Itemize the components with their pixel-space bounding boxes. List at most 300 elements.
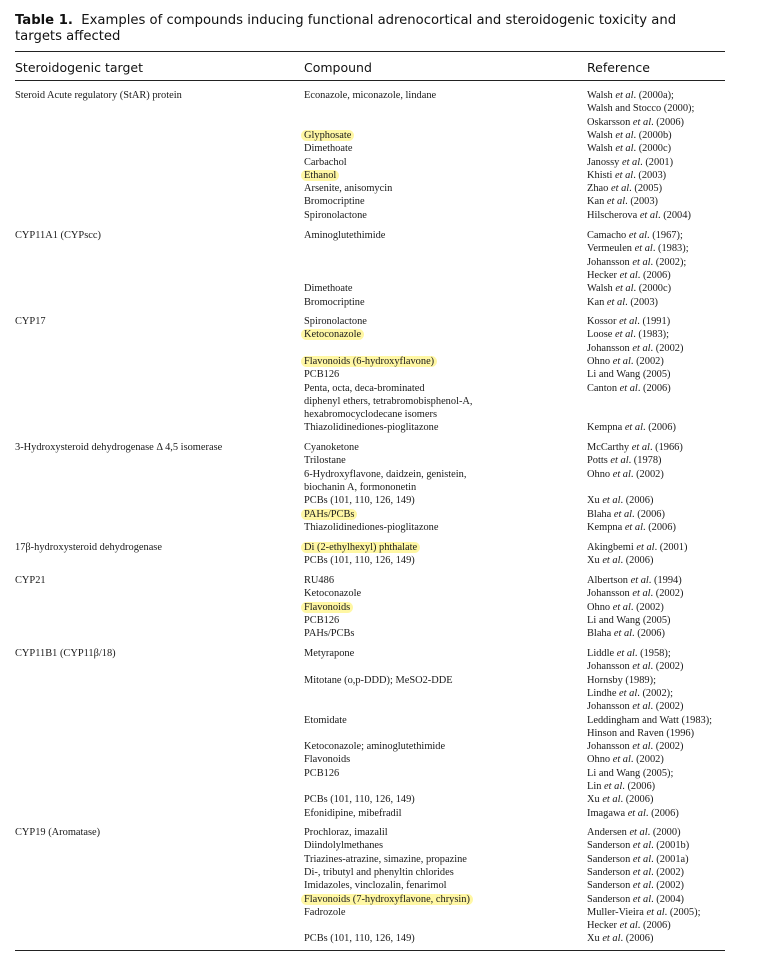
reference-author: Xu bbox=[587, 555, 600, 567]
reference-cell bbox=[587, 674, 656, 687]
reference-year: (2006) bbox=[625, 933, 654, 945]
reference-cell: Walsh et al. (2000a); bbox=[587, 90, 674, 101]
reference-author: Kan bbox=[587, 196, 605, 208]
reference-et-al: et al bbox=[615, 329, 634, 341]
reference-cell: Walsh et al. (2000c) bbox=[587, 283, 672, 295]
reference-author: Canton bbox=[587, 382, 618, 394]
reference-year: (1978) bbox=[633, 455, 662, 467]
reference-author: Hornsby (1989); bbox=[587, 674, 656, 686]
compound-text: Spironolactone bbox=[304, 316, 367, 327]
reference-cell: Ohno et al. (2002) bbox=[587, 601, 664, 613]
reference-et-al: et al bbox=[606, 196, 626, 208]
reference-year: (2001) bbox=[659, 542, 688, 553]
reference-author: Walsh and Stocco (2000); bbox=[587, 103, 695, 115]
reference-author: Akingbemi bbox=[587, 542, 634, 553]
reference-et-al: et al bbox=[604, 781, 623, 792]
reference-author: Xu bbox=[587, 933, 600, 945]
header-compound: Compound bbox=[304, 60, 372, 75]
compound-cell bbox=[304, 494, 415, 507]
reference-cell: Sanderson et al. (2001b) bbox=[587, 840, 690, 852]
reference-author: Imagawa bbox=[587, 807, 626, 819]
compound-cell bbox=[304, 647, 354, 660]
header-rule bbox=[15, 80, 725, 81]
highlighted-compound-text: PAHs/PCBs bbox=[301, 509, 357, 520]
reference-cell: Lin et al. (2006) bbox=[587, 781, 656, 792]
reference-author: Janossy bbox=[587, 156, 620, 168]
reference-cell: Janossy et al. (2001) bbox=[587, 156, 674, 168]
reference-cell: Liddle et al. (1958); bbox=[587, 648, 671, 659]
reference-et-al: et al bbox=[628, 230, 648, 241]
compound-text: PCBs (101, 110, 126, 149) bbox=[304, 794, 415, 806]
reference-author: Ohno bbox=[587, 754, 611, 766]
reference-et-al: et al bbox=[615, 143, 634, 155]
reference-author: Kan bbox=[587, 296, 605, 308]
reference-cell bbox=[587, 614, 671, 627]
reference-author: Johansson bbox=[587, 701, 630, 713]
table-caption-label: Table 1. bbox=[15, 13, 73, 28]
reference-et-al: et al bbox=[632, 840, 652, 852]
reference-et-al: et al bbox=[619, 382, 638, 394]
compound-cell bbox=[304, 614, 339, 627]
compound-cell bbox=[304, 601, 353, 614]
reference-cell bbox=[587, 727, 694, 740]
compound-text: Aminoglutethimide bbox=[304, 230, 386, 241]
reference-cell: Xu et al. (2006) bbox=[587, 794, 654, 806]
target-cell: CYP19 (Aromatase) bbox=[15, 827, 101, 838]
reference-cell bbox=[587, 714, 712, 727]
compound-cell bbox=[304, 468, 466, 481]
compound-text: Spironolactone bbox=[304, 209, 367, 221]
compound-cell bbox=[304, 839, 383, 852]
reference-year: (2006) bbox=[637, 628, 665, 640]
reference-et-al: et al bbox=[636, 542, 655, 553]
reference-et-al: et al bbox=[634, 243, 653, 255]
reference-year: (2006) bbox=[643, 920, 671, 932]
reference-et-al: et al bbox=[632, 741, 651, 753]
reference-author: Loose bbox=[587, 329, 613, 341]
reference-et-al: et al bbox=[630, 575, 649, 586]
reference-cell: Walsh et al. (2000c) bbox=[587, 143, 672, 155]
reference-author: Hecker bbox=[587, 269, 617, 281]
compound-text: Diindolylmethanes bbox=[304, 840, 384, 852]
reference-et-al: et al bbox=[619, 269, 638, 281]
compound-cell bbox=[304, 753, 350, 766]
reference-year: (2002) bbox=[656, 866, 684, 878]
compound-cell bbox=[304, 807, 402, 820]
reference-author: Sanderson bbox=[587, 840, 631, 852]
target-cell: CYP21 bbox=[15, 575, 46, 586]
reference-author: Li and Wang (2005) bbox=[587, 369, 671, 381]
reference-et-al: et al bbox=[619, 920, 638, 932]
compound-cell bbox=[304, 296, 365, 309]
reference-year: (2002) bbox=[636, 355, 664, 367]
reference-cell: Canton et al. (2006) bbox=[587, 382, 671, 394]
highlighted-compound-text: Ethanol bbox=[301, 170, 339, 181]
reference-year: (2006) bbox=[648, 422, 676, 434]
reference-year: (2006) bbox=[656, 116, 684, 128]
compound-cell bbox=[304, 408, 437, 421]
reference-year: (2006) bbox=[643, 269, 671, 281]
reference-et-al: et al bbox=[632, 342, 651, 354]
reference-author: Sanderson bbox=[587, 893, 631, 905]
compound-text: PCB126 bbox=[304, 767, 340, 779]
compound-cell bbox=[304, 541, 420, 554]
reference-cell: Ohno et al. (2002) bbox=[587, 468, 664, 480]
reference-cell: Khisti et al. (2003) bbox=[587, 169, 667, 181]
compound-text: PCBs (101, 110, 126, 149) bbox=[304, 555, 415, 567]
reference-author: Andersen bbox=[587, 827, 627, 838]
reference-year: (2002) bbox=[655, 661, 684, 673]
reference-cell: Xu et al. (2006) bbox=[587, 495, 654, 507]
reference-author: Walsh bbox=[587, 90, 613, 101]
reference-et-al: et al bbox=[629, 827, 648, 838]
compound-text: Dimethoate bbox=[304, 283, 353, 295]
reference-et-al: et al bbox=[624, 422, 643, 434]
reference-author: Hinson and Raven (1996) bbox=[587, 727, 695, 739]
reference-et-al: et al bbox=[612, 601, 631, 613]
reference-cell bbox=[587, 767, 673, 780]
reference-et-al: et al bbox=[646, 906, 665, 918]
reference-year: (2002) bbox=[655, 588, 684, 600]
reference-et-al: et al bbox=[631, 442, 650, 453]
compound-text: Efonidipine, mibefradil bbox=[304, 807, 402, 819]
compound-cell bbox=[304, 627, 354, 640]
reference-year: (2000a); bbox=[638, 90, 674, 101]
reference-author: Zhao bbox=[587, 183, 609, 195]
compound-text: Di-, tributyl and phenyltin chlorides bbox=[304, 866, 454, 878]
compound-cell bbox=[304, 508, 357, 521]
reference-author: Ohno bbox=[587, 601, 611, 613]
reference-author: Johansson bbox=[587, 741, 630, 753]
compound-cell bbox=[304, 209, 367, 222]
reference-author: Liddle bbox=[587, 648, 615, 659]
reference-year: (2002) bbox=[656, 880, 684, 892]
highlighted-compound-text: Flavonoids (7-hydroxyflavone, chrysin) bbox=[301, 894, 473, 905]
reference-cell: Kossor et al. (1991) bbox=[587, 316, 671, 327]
reference-author: Muller-Vieira bbox=[587, 906, 644, 918]
reference-author: Walsh bbox=[587, 129, 613, 141]
reference-cell: Muller-Vieira et al. (2005); bbox=[587, 906, 701, 918]
reference-cell: Hecker et al. (2006) bbox=[587, 269, 671, 281]
reference-year: (2005) bbox=[634, 183, 663, 195]
reference-author: Camacho bbox=[587, 230, 627, 241]
reference-author: Johansson bbox=[587, 588, 630, 600]
reference-year: (1966) bbox=[655, 442, 683, 453]
reference-year: (1967); bbox=[652, 230, 683, 241]
reference-author: Johansson bbox=[587, 256, 630, 268]
reference-author: Vermeulen bbox=[587, 243, 633, 255]
reference-author: Xu bbox=[587, 794, 600, 806]
reference-year: (2006) bbox=[648, 521, 676, 533]
reference-year: (2002) bbox=[655, 741, 684, 753]
reference-et-al: et al bbox=[632, 866, 652, 878]
compound-cell bbox=[304, 156, 347, 169]
reference-et-al: et al bbox=[632, 116, 652, 128]
reference-year: (2006) bbox=[625, 555, 654, 567]
reference-year: (2005); bbox=[669, 906, 701, 918]
reference-et-al: et al bbox=[632, 880, 652, 892]
compound-cell bbox=[304, 932, 415, 945]
reference-author: Khisti bbox=[587, 169, 613, 181]
reference-et-al: et al bbox=[606, 296, 626, 308]
reference-author: Johansson bbox=[587, 661, 630, 673]
reference-et-al: et al bbox=[610, 455, 629, 467]
highlighted-compound-text: Ketoconazole bbox=[301, 329, 364, 340]
reference-et-al: et al bbox=[602, 933, 621, 945]
reference-year: (2006) bbox=[637, 508, 665, 520]
target-cell: 3-Hydroxysteroid dehydrogenase Δ 4,5 isomerase bbox=[15, 442, 223, 453]
reference-year: (2000c) bbox=[638, 143, 672, 155]
reference-et-al: et al bbox=[615, 169, 634, 181]
compound-cell bbox=[304, 282, 352, 295]
compound-text: Cyanoketone bbox=[304, 442, 359, 453]
reference-et-al: et al bbox=[632, 701, 651, 713]
reference-year: (2006) bbox=[651, 807, 679, 819]
compound-cell bbox=[304, 142, 352, 155]
reference-year: (2006) bbox=[625, 495, 654, 507]
reference-author: Walsh bbox=[587, 143, 613, 155]
compound-text: Trilostane bbox=[304, 455, 346, 467]
reference-author: Walsh bbox=[587, 283, 613, 295]
reference-year: (2006) bbox=[643, 382, 671, 394]
reference-cell: Hecker et al. (2006) bbox=[587, 920, 671, 932]
reference-cell: Johansson et al. (2002) bbox=[587, 588, 684, 600]
compound-cell bbox=[304, 315, 367, 328]
compound-text: Thiazolidinediones-pioglitazone bbox=[304, 521, 439, 533]
reference-cell: Andersen et al. (2000) bbox=[587, 827, 681, 838]
compound-text: Metyrapone bbox=[304, 648, 355, 659]
compound-cell bbox=[304, 879, 447, 892]
reference-year: (1994) bbox=[653, 575, 682, 586]
reference-author: Oskarsson bbox=[587, 116, 631, 128]
highlighted-compound-text: Di (2-ethylhexyl) phthalate bbox=[301, 542, 420, 553]
compound-cell bbox=[304, 866, 454, 879]
reference-cell: Kempna et al. (2006) bbox=[587, 521, 676, 533]
target-cell: Steroid Acute regulatory (StAR) protein bbox=[15, 90, 182, 101]
reference-et-al: et al bbox=[612, 754, 631, 766]
bottom-rule bbox=[15, 950, 725, 951]
reference-cell: Loose et al. (1983); bbox=[587, 329, 669, 341]
compound-cell bbox=[304, 674, 453, 687]
reference-author: Lindhe bbox=[587, 687, 617, 699]
reference-et-al: et al bbox=[602, 794, 621, 806]
reference-cell: Albertson et al. (1994) bbox=[587, 575, 682, 586]
reference-et-al: et al bbox=[602, 555, 621, 567]
compound-cell bbox=[304, 587, 361, 600]
compound-text: diphenyl ethers, tetrabromobisphenol-A, bbox=[304, 395, 473, 407]
reference-cell: Kan et al. (2003) bbox=[587, 296, 659, 308]
target-cell: CYP17 bbox=[15, 316, 46, 327]
reference-year: (2006) bbox=[627, 781, 656, 792]
compound-text: Ketoconazole bbox=[304, 588, 362, 600]
reference-et-al: et al bbox=[619, 316, 638, 327]
reference-cell: Blaha et al. (2006) bbox=[587, 628, 665, 640]
reference-year: (2006) bbox=[625, 794, 654, 806]
reference-author: Potts bbox=[587, 455, 608, 467]
reference-et-al: et al bbox=[615, 129, 634, 141]
reference-cell: Xu et al. (2006) bbox=[587, 555, 654, 567]
reference-cell: Akingbemi et al. (2001) bbox=[587, 542, 688, 553]
compound-cell bbox=[304, 853, 467, 866]
reference-et-al: et al bbox=[632, 256, 651, 268]
reference-et-al: et al bbox=[632, 893, 652, 905]
compound-text: Triazines-atrazine, simazine, propazine bbox=[304, 853, 467, 865]
compound-cell bbox=[304, 793, 415, 806]
reference-cell: Johansson et al. (2002) bbox=[587, 701, 684, 713]
compound-cell bbox=[304, 521, 438, 534]
compound-text: Mitotane (o,p-DDD); MeSO2-DDE bbox=[304, 674, 453, 686]
compound-text: Prochloraz, imazalil bbox=[304, 827, 388, 838]
table-caption bbox=[15, 13, 727, 45]
compound-cell bbox=[304, 826, 388, 839]
compound-text: PAHs/PCBs bbox=[304, 628, 355, 640]
reference-et-al: et al bbox=[621, 156, 641, 168]
compound-text: Dimethoate bbox=[304, 143, 353, 155]
reference-cell: Lindhe et al. (2002); bbox=[587, 687, 674, 699]
reference-cell: Walsh et al. (2000b) bbox=[587, 129, 672, 141]
reference-year: (2003) bbox=[638, 169, 667, 181]
reference-author: Li and Wang (2005) bbox=[587, 614, 671, 626]
reference-et-al: et al bbox=[613, 628, 633, 640]
reference-cell: Johansson et al. (2002); bbox=[587, 256, 687, 268]
compound-cell bbox=[304, 169, 339, 182]
reference-author: Johansson bbox=[587, 342, 630, 354]
reference-year: (2002) bbox=[655, 701, 684, 713]
reference-et-al: et al bbox=[612, 355, 631, 367]
highlighted-compound-text: Glyphosate bbox=[301, 130, 354, 141]
reference-author: Ohno bbox=[587, 468, 611, 480]
compound-text: Bromocriptine bbox=[304, 296, 365, 308]
reference-et-al: et al bbox=[632, 661, 651, 673]
reference-year: (2001) bbox=[645, 156, 674, 168]
reference-cell: Xu et al. (2006) bbox=[587, 933, 654, 945]
reference-year: (1991) bbox=[642, 316, 671, 327]
reference-year: (2002) bbox=[636, 754, 664, 766]
target-cell: 17β-hydroxysteroid dehydrogenase bbox=[15, 542, 162, 553]
compound-text: Penta, octa, deca-brominated bbox=[304, 382, 425, 394]
compound-text: biochanin A, formononetin bbox=[304, 481, 417, 493]
reference-author: Kempna bbox=[587, 422, 623, 434]
reference-et-al: et al bbox=[612, 468, 631, 480]
compound-cell bbox=[304, 740, 445, 753]
compound-text: Carbachol bbox=[304, 156, 347, 168]
reference-year: (2000c) bbox=[638, 283, 672, 295]
reference-author: McCarthy bbox=[587, 442, 630, 453]
reference-et-al: et al bbox=[619, 687, 638, 699]
reference-cell: Oskarsson et al. (2006) bbox=[587, 116, 684, 128]
compound-text: PCBs (101, 110, 126, 149) bbox=[304, 933, 415, 945]
reference-author: Ohno bbox=[587, 355, 611, 367]
reference-cell: Potts et al. (1978) bbox=[587, 455, 662, 467]
compound-text: Fadrozole bbox=[304, 906, 346, 918]
reference-et-al: et al bbox=[615, 90, 634, 101]
reference-author: Sanderson bbox=[587, 880, 631, 892]
reference-et-al: et al bbox=[624, 521, 643, 533]
reference-author: Blaha bbox=[587, 508, 612, 520]
reference-cell: Sanderson et al. (2004) bbox=[587, 893, 684, 905]
reference-author: Xu bbox=[587, 495, 600, 507]
reference-cell: Johansson et al. (2002) bbox=[587, 342, 684, 354]
reference-et-al: et al bbox=[639, 209, 658, 221]
compound-cell bbox=[304, 454, 346, 467]
compound-cell bbox=[304, 195, 365, 208]
reference-year: (1983); bbox=[658, 243, 689, 255]
reference-et-al: et al bbox=[627, 807, 646, 819]
reference-cell bbox=[587, 368, 671, 381]
reference-author: Blaha bbox=[587, 628, 612, 640]
reference-cell: Zhao et al. (2005) bbox=[587, 183, 663, 195]
reference-author: Li and Wang (2005); bbox=[587, 767, 674, 779]
top-rule bbox=[15, 51, 725, 52]
reference-author: Albertson bbox=[587, 575, 628, 586]
reference-year: (2000) bbox=[652, 827, 681, 838]
compound-text: hexabromocyclodecane isomers bbox=[304, 409, 438, 421]
reference-et-al: et al bbox=[615, 283, 634, 295]
reference-year: (2004) bbox=[663, 209, 691, 221]
reference-year: (2002); bbox=[642, 687, 674, 699]
compound-cell bbox=[304, 182, 392, 195]
compound-cell bbox=[304, 554, 415, 567]
target-cell: CYP11A1 (CYPscc) bbox=[15, 230, 101, 241]
reference-et-al: et al bbox=[616, 648, 635, 659]
reference-cell: Sanderson et al. (2002) bbox=[587, 866, 684, 878]
reference-author: Kossor bbox=[587, 316, 617, 327]
reference-cell: Blaha et al. (2006) bbox=[587, 508, 665, 520]
reference-cell: Johansson et al. (2002) bbox=[587, 661, 684, 673]
compound-text: PCB126 bbox=[304, 614, 340, 626]
compound-text: RU486 bbox=[304, 575, 335, 586]
reference-et-al: et al bbox=[613, 508, 633, 520]
reference-cell: Camacho et al. (1967); bbox=[587, 230, 683, 241]
compound-text: PCB126 bbox=[304, 369, 340, 381]
compound-cell bbox=[304, 574, 334, 587]
reference-author: Sanderson bbox=[587, 853, 631, 865]
reference-year: (2000b) bbox=[638, 129, 672, 141]
highlighted-compound-text: Flavonoids (6-hydroxyflavone) bbox=[301, 356, 437, 367]
reference-et-al: et al bbox=[632, 853, 652, 865]
compound-cell bbox=[304, 714, 347, 727]
compound-text: Imidazoles, vinclozalin, fenarimol bbox=[304, 880, 447, 892]
table-caption-text: Examples of compounds inducing functional adrenocortical and steroidogenic toxicity and targets affected bbox=[15, 13, 677, 44]
reference-author: Kempna bbox=[587, 521, 623, 533]
compound-text: PCBs (101, 110, 126, 149) bbox=[304, 495, 415, 507]
reference-cell: Sanderson et al. (2002) bbox=[587, 880, 684, 892]
reference-author: Hilscherova bbox=[587, 209, 638, 221]
compound-cell bbox=[304, 395, 473, 408]
reference-cell: Sanderson et al. (2001a) bbox=[587, 853, 689, 865]
reference-year: (2002) bbox=[636, 601, 664, 613]
reference-year: (2004) bbox=[656, 893, 684, 905]
highlighted-compound-text: Flavonoids bbox=[301, 602, 353, 613]
compound-cell bbox=[304, 89, 436, 102]
compound-text: Econazole, miconazole, lindane bbox=[304, 90, 437, 101]
reference-cell: McCarthy et al. (1966) bbox=[587, 442, 683, 453]
reference-author: Sanderson bbox=[587, 866, 631, 878]
reference-cell: Kempna et al. (2006) bbox=[587, 422, 676, 434]
compound-cell bbox=[304, 328, 364, 341]
compound-text: 6-Hydroxyflavone, daidzein, genistein, bbox=[304, 468, 467, 480]
reference-year: (2001b) bbox=[656, 840, 690, 852]
reference-year: (2003) bbox=[630, 296, 659, 308]
reference-cell: Imagawa et al. (2006) bbox=[587, 807, 679, 819]
compound-cell bbox=[304, 355, 437, 368]
compound-text: Ketoconazole; aminoglutethimide bbox=[304, 741, 446, 753]
target-cell: CYP11B1 (CYP11β/18) bbox=[15, 648, 116, 659]
compound-cell bbox=[304, 229, 385, 242]
header-target: Steroidogenic target bbox=[15, 60, 143, 75]
compound-text: Bromocriptine bbox=[304, 196, 365, 208]
compound-cell bbox=[304, 129, 354, 142]
